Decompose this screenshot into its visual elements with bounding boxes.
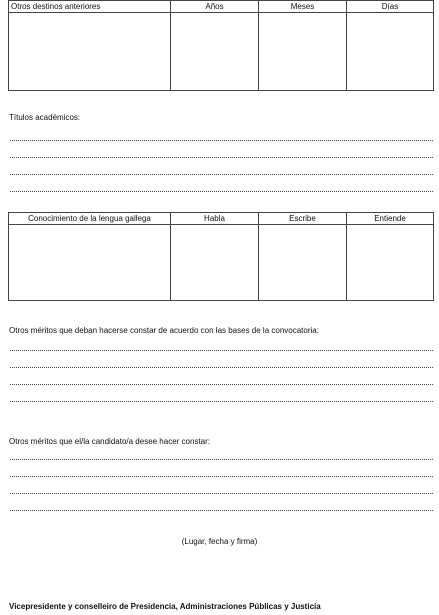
other-merits-bases-line-1[interactable] (10, 350, 433, 351)
lengua-cell[interactable] (9, 225, 171, 301)
other-merits-bases-label: Otros méritos que deban hacerse constar de acuerdo con las bases de la convocatoria: (9, 326, 319, 335)
table-row (9, 225, 434, 301)
anos-cell[interactable] (171, 13, 259, 91)
signatory-title: Vicepresidente y conselleiro de Presidencia, Administraciones Públicas y Justicia (9, 602, 321, 611)
academic-titles-line-2[interactable] (10, 157, 433, 158)
entiende-cell[interactable] (347, 225, 434, 301)
column-header-anos: Años (171, 1, 259, 13)
column-header-destinos: Otros destinos anteriores (9, 1, 171, 13)
column-header-escribe: Escribe (259, 213, 347, 225)
meses-cell[interactable] (259, 13, 347, 91)
table-header-row (9, 1, 434, 13)
academic-titles-label: Títulos académicos: (9, 113, 81, 122)
column-header-lengua: Conocimiento de la lengua gallega (9, 213, 171, 225)
other-merits-candidate-line-3[interactable] (10, 493, 433, 494)
other-merits-bases-line-3[interactable] (10, 384, 433, 385)
signature-caption: (Lugar, fecha y firma) (181, 537, 258, 546)
dias-cell[interactable] (347, 13, 434, 91)
table-header-row (9, 213, 434, 225)
other-merits-bases-line-2[interactable] (10, 367, 433, 368)
column-header-entiende: Entiende (347, 213, 434, 225)
table-row (9, 13, 434, 91)
destinos-cell[interactable] (9, 13, 171, 91)
galician-language-table (8, 212, 434, 301)
academic-titles-line-1[interactable] (10, 140, 433, 141)
previous-destinations-table (8, 0, 434, 91)
escribe-cell[interactable] (259, 225, 347, 301)
other-merits-bases-line-4[interactable] (10, 401, 433, 402)
academic-titles-line-3[interactable] (10, 174, 433, 175)
habla-cell[interactable] (171, 225, 259, 301)
column-header-meses: Meses (259, 1, 347, 13)
other-merits-candidate-label: Otros méritos que el/la candidato/a desee hacer constar: (9, 437, 210, 446)
other-merits-candidate-line-4[interactable] (10, 510, 433, 511)
academic-titles-line-4[interactable] (10, 191, 433, 192)
other-merits-candidate-line-1[interactable] (10, 459, 433, 460)
column-header-dias: Días (347, 1, 434, 13)
other-merits-candidate-line-2[interactable] (10, 476, 433, 477)
column-header-habla: Habla (171, 213, 259, 225)
